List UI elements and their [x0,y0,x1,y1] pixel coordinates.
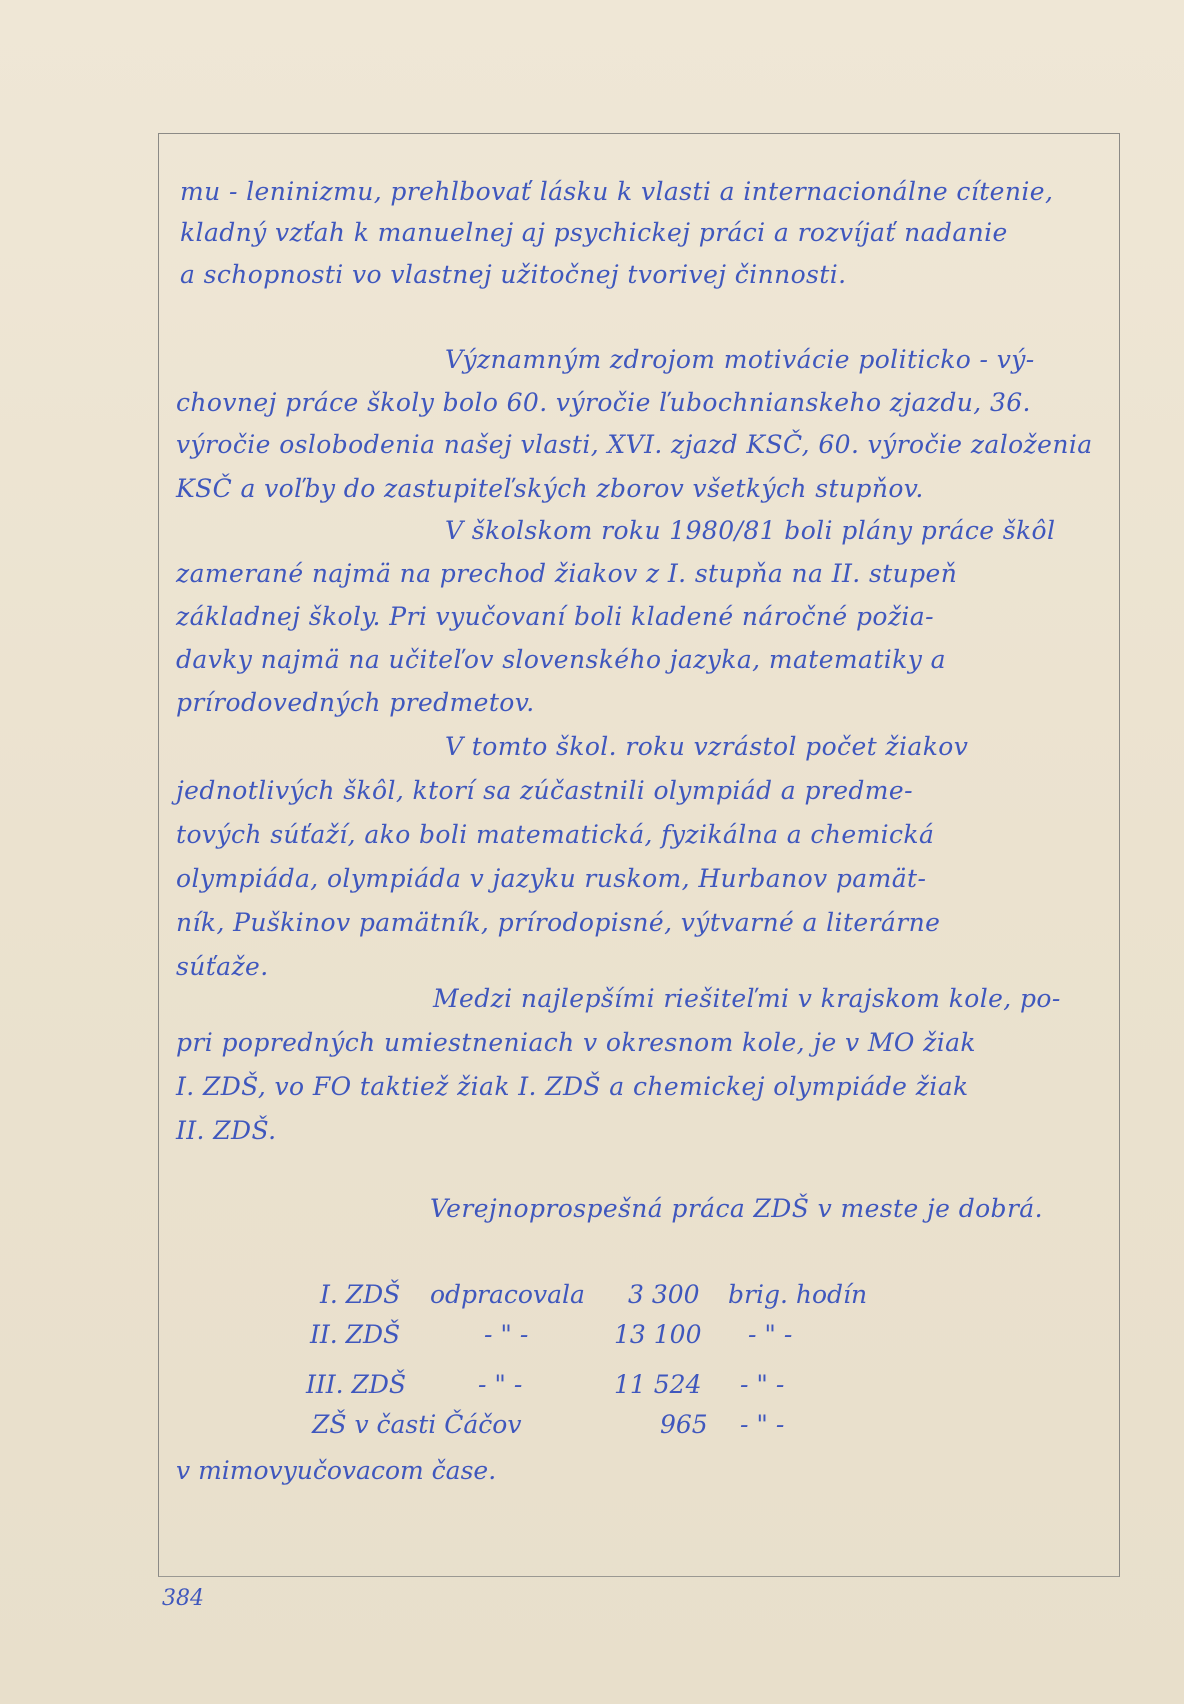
verb: - " - [484,1320,529,1349]
school-name: II. ZDŠ [310,1320,401,1349]
unit: - " - [748,1320,793,1349]
text-line: Významným zdrojom motivácie politicko - vý- [445,345,1035,374]
unit: - " - [740,1410,785,1439]
table-row-value [614,1370,701,1400]
text-line: olympiáda, olympiáda v jazyku ruskom, Hurbanov pamät- [176,864,927,893]
text-line: chovnej práce školy bolo 60. výročie ľubochnianskeho zjazdu, 36. [176,388,1031,417]
school-name: ZŠ v časti Čáčov [312,1410,522,1439]
hours-value: 3 300 [628,1280,700,1309]
table-row-verb [478,1370,522,1400]
verb: odpracovala [430,1280,585,1309]
text-line: Verejnoprospešná práca ZDŠ v meste je dobrá. [430,1194,1043,1223]
table-row-verb [484,1320,528,1350]
school-name: III. ZDŠ [306,1370,407,1399]
text-line: II. ZDŠ. [176,1116,277,1145]
page-number: 384 [162,1586,204,1611]
table-row-verb [430,1280,585,1310]
table-row [320,1280,400,1310]
text-line: prírodovedných predmetov. [176,688,535,717]
text-line: ník, Puškinov pamätník, prírodopisné, výtvarné a literárne [176,908,941,937]
table-row [312,1410,521,1440]
table-row-unit [748,1320,792,1350]
text-line: tových súťaží, ako boli matematická, fyzikálna a chemická [176,820,935,849]
unit: brig. hodín [728,1280,868,1309]
text-line: kladný vzťah k manuelnej aj psychickej práci a rozvíjať nadanie [180,218,1008,247]
hours-value: 13 100 [614,1320,702,1349]
text-line: pri popredných umiestneniach v okresnom kole, je v MO žiak [176,1028,976,1057]
text-line: mu - leninizmu, prehlbovať lásku k vlasti a internacionálne cítenie, [180,177,1054,206]
text-line: a schopnosti vo vlastnej užitočnej tvorivej činnosti. [180,260,847,289]
text-line: V školskom roku 1980/81 boli plány práce škôl [445,516,1056,545]
hours-value: 965 [660,1410,708,1439]
table-row [306,1370,406,1400]
hours-value: 11 524 [614,1370,702,1399]
text-line: výročie oslobodenia našej vlasti, XVI. zjazd KSČ, 60. výročie založenia [176,430,1093,459]
text-line: základnej školy. Pri vyučovaní boli kladené náročné požia- [176,602,934,631]
verb: - " - [478,1370,523,1399]
table-row-value [628,1280,700,1310]
table-row [310,1320,400,1350]
text-line: I. ZDŠ, vo FO taktiež žiak I. ZDŠ a chemickej olympiáde žiak [176,1072,969,1101]
text-line: davky najmä na učiteľov slovenského jazyka, matematiky a [176,645,946,674]
text-line: jednotlivých škôl, ktorí sa zúčastnili olympiád a predme- [176,776,913,805]
table-row-unit [740,1410,784,1440]
table-footer: v mimovyučovacom čase. [176,1456,497,1485]
table-row-unit [728,1280,867,1310]
text-line: KSČ a voľby do zastupiteľských zborov všetkých stupňov. [176,474,924,503]
text-line: súťaže. [176,952,269,981]
text-line: V tomto škol. roku vzrástol počet žiakov [445,732,969,761]
text-line: Medzi najlepšími riešiteľmi v krajskom kole, po- [433,984,1061,1013]
school-name: I. ZDŠ [320,1280,401,1309]
text-line: zamerané najmä na prechod žiakov z I. stupňa na II. stupeň [176,559,958,588]
table-row-value [660,1410,708,1440]
table-row-value [614,1320,701,1350]
table-row-unit [740,1370,784,1400]
unit: - " - [740,1370,785,1399]
